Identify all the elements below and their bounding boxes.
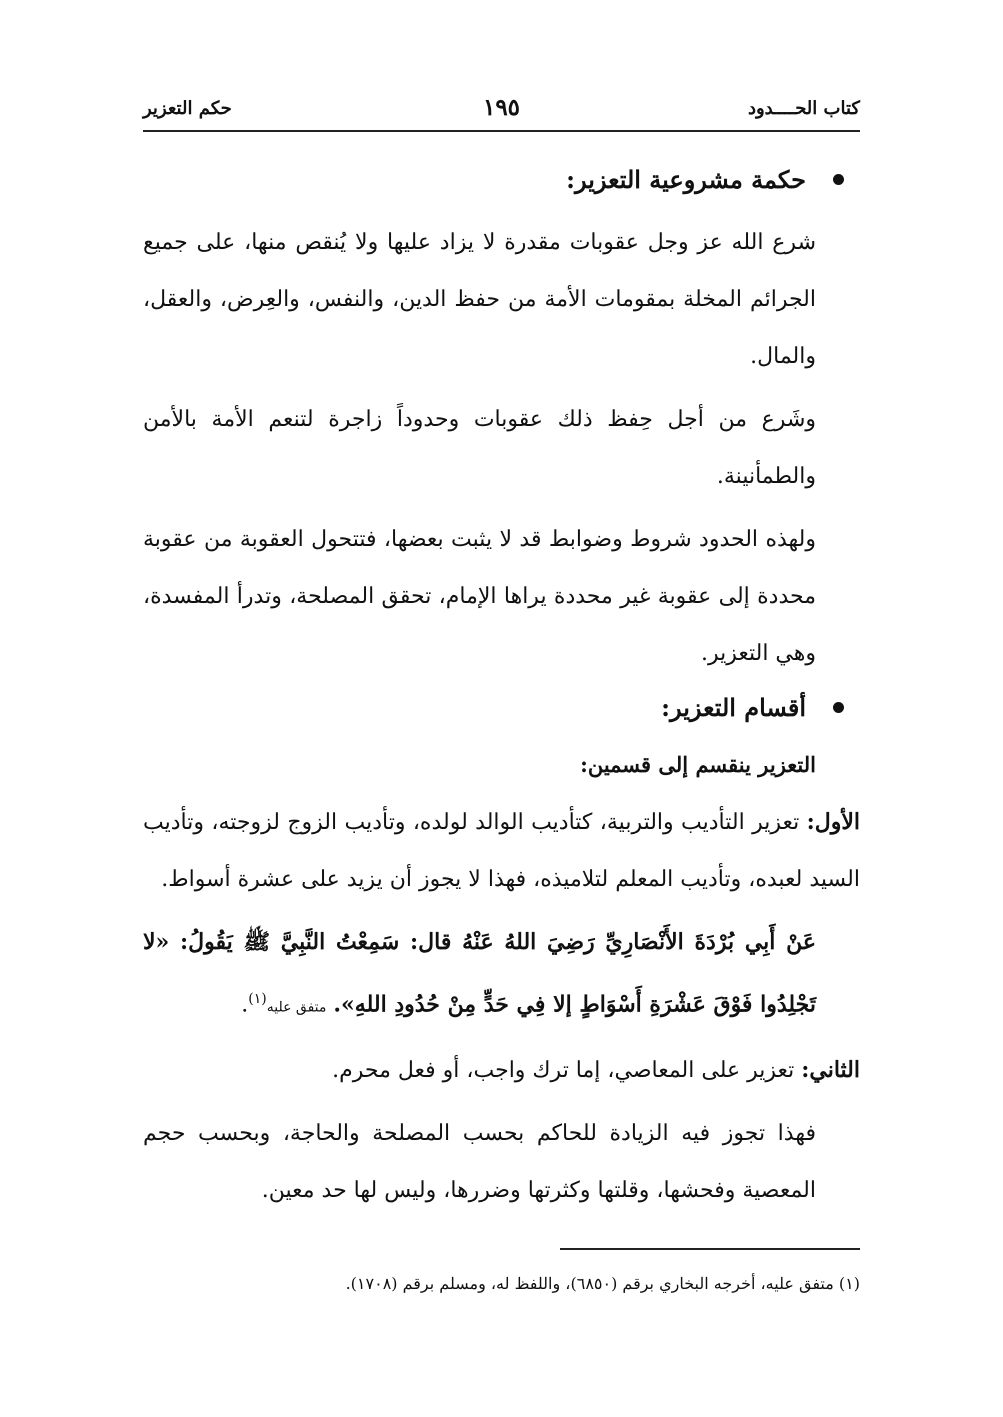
footnote-text: (١) متفق عليه، أخرجه البخاري برقم (٦٨٥٠)، واللفظ له، ومسلم برقم (١٧٠٨). bbox=[345, 1274, 860, 1293]
hadith-text: عَنْ أَبِي بُرْدَةَ الأَنْصَارِيِّ رَضِيَ اللهُ عَنْهُ قال: سَمِعْتُ النَّبِيَّ ﷺ يَقُولُ: «لا تَجْلِدُوا فَوْقَ عَشْرَةِ أَسْوَاطٍ إلا فِي حَدٍّ مِنْ حُدُودِ اللهِ». bbox=[143, 929, 816, 1018]
section-heading-types bbox=[143, 688, 860, 728]
page-body bbox=[143, 160, 860, 1225]
hadith-end-mark: . bbox=[241, 992, 249, 1018]
types-intro: التعزير ينقسم إلى قسمين: bbox=[580, 752, 816, 777]
page-number: ١٩٥ bbox=[482, 94, 521, 121]
hadith-reference: متفق عليه bbox=[266, 999, 327, 1016]
paragraph-conditions: ولهذه الحدود شروط وضوابط قد لا يثبت بعضها، فتتحول العقوبة من عقوبة محددة إلى عقوبة غير محددة يراها الإمام، تحقق المصلحة، وتدرأ المفسدة، وهي التعزير. bbox=[143, 527, 816, 666]
second-type-label: الثاني: bbox=[801, 1057, 860, 1084]
footnote-marker[interactable]: (١) bbox=[248, 991, 267, 1007]
paragraph-second-type-detail: فهذا تجوز فيه الزيادة للحاكم بحسب المصلحة والحاجة، وبحسب حجم المعصية وفحشها، وقلتها وكثرتها وضررها، وليس لها حد معين. bbox=[143, 1121, 816, 1204]
header-book-title: كتاب الحــــدود bbox=[747, 98, 860, 119]
section-heading-text: أقسام التعزير: bbox=[661, 693, 806, 722]
section-heading-text: حكمة مشروعية التعزير: bbox=[566, 165, 806, 194]
footnote-divider bbox=[560, 1248, 860, 1250]
first-type-label: الأول: bbox=[806, 809, 861, 835]
running-header bbox=[143, 96, 860, 132]
header-chapter-title: حكم التعزير bbox=[143, 98, 232, 119]
paragraph-protection: وشَرع من أجل حِفظ ذلك عقوبات وحدوداً زاجرة لتنعم الأمة بالأمن والطمأنينة. bbox=[143, 407, 816, 489]
paragraph-legislation: شرع الله عز وجل عقوبات مقدرة لا يزاد عليها ولا يُنقص منها، على جميع الجرائم المخلة بمقومات الأمة من حفظ الدين، والنفس، والعِرض، والعقل، والمال. bbox=[143, 230, 816, 369]
second-type-text: تعزير على المعاصي، إما ترك واجب، أو فعل محرم. bbox=[332, 1058, 795, 1084]
paragraph-first-type bbox=[143, 794, 860, 908]
bullet-icon bbox=[833, 174, 844, 185]
paragraph-second-type bbox=[143, 1042, 860, 1099]
first-type-text: تعزير التأديب والتربية، كتأديب الوالد لولده، وتأديب الزوج لزوجته، وتأديب السيد لعبده، وتأديب المعلم لتلاميذه، فهذا لا يجوز أن يزيد على عشرة أسواط. bbox=[143, 810, 860, 892]
hadith-quote bbox=[143, 914, 816, 1036]
bullet-icon bbox=[833, 702, 844, 713]
section-heading-wisdom bbox=[143, 160, 860, 200]
